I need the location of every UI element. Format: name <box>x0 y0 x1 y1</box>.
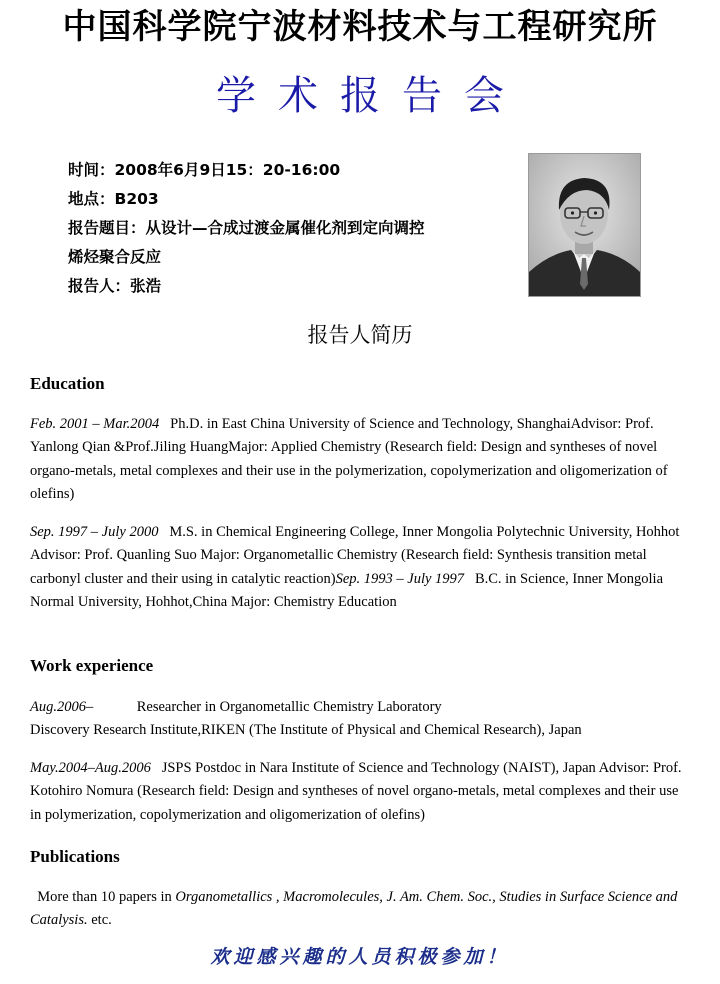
speaker-row <box>68 272 518 301</box>
speaker-value: 张浩 <box>130 277 162 295</box>
event-title: 学术报告会 <box>216 73 526 119</box>
work-entry-1-text: Researcher in Organometallic Chemistry Laboratory <box>136 699 442 715</box>
education-entry-1-text: Ph.D. in East China University of Science and Technology, ShanghaiAdvisor: Prof. Yanlong Qian &Prof.Jiling HuangMajor: Applied Chemistry (Research field: Design and syntheses of novel organo-metals, metal complexes and their use in the polymerization, copolymerization and oligomerization of olefins) <box>30 416 668 502</box>
education-entry-2 <box>30 521 692 614</box>
topic-row <box>68 214 518 243</box>
speaker-portrait-icon <box>528 153 641 297</box>
education-entry-2-date: Sep. 1997 – July 2000 <box>30 524 159 540</box>
topic-line2: 烯烃聚合反应 <box>68 248 162 266</box>
education-heading: Education <box>30 374 105 393</box>
topic-label: 报告题目： <box>68 219 146 237</box>
publications-text <box>30 886 692 933</box>
speaker-label: 报告人： <box>68 277 131 295</box>
publications-heading: Publications <box>30 847 120 866</box>
work-entry-1-date: Aug.2006– <box>30 699 94 715</box>
education-entry-1-date: Feb. 2001 – Mar.2004 <box>30 416 160 432</box>
place-row <box>68 185 518 214</box>
institute-name: 中国科学院宁波材料技术与工程研究所 <box>62 7 658 47</box>
time-label: 时间： <box>68 161 115 179</box>
publications-tail: etc. <box>91 912 112 929</box>
work-heading: Work experience <box>30 656 154 675</box>
work-entry-2-text: JSPS Postdoc in Nara Institute of Science and Technology (NAIST), Japan Advisor: Prof. Kotohiro Nomura (Research field: Design and syntheses of novel organo-metals, metal complexes and their use in polymerization, copolymerization and oligomerization of olefins) <box>30 760 682 823</box>
work-entry-1-line-2: Discovery Research Institute,RIKEN (The Institute of Physical and Chemical Research), Japan <box>30 722 582 739</box>
publications-journals: Organometallics , Macromolecules, J. Am. Chem. Soc., Studies in Surface Science and Catalysis. <box>30 889 678 929</box>
place-value: B203 <box>114 190 159 208</box>
topic-row-2 <box>68 243 518 272</box>
education-entry-1 <box>30 413 692 506</box>
time-value: 2008年6月9日15：20-16:00 <box>114 161 341 179</box>
event-info <box>68 156 518 301</box>
work-entry-2-date: May.2004–Aug.2006 <box>30 760 151 776</box>
footer-welcome: 欢迎感兴趣的人员积极参加！ <box>210 946 510 968</box>
publications-lead: More than 10 papers in <box>37 889 172 905</box>
place-label: 地点： <box>68 190 115 208</box>
education-entry-3-date: Sep. 1993 – July 1997 <box>335 570 465 587</box>
education-entry-2-text: M.S. in Chemical Engineering College, Inner Mongolia Polytechnic University, Hohhot Advisor: Prof. Quanling Suo Major: Organometallic Chemistry (Research field: Synthesis transition metal carbonyl cluster and their using in catalytic reaction) <box>30 524 680 587</box>
bio-title: 报告人简历 <box>307 323 413 347</box>
work-entry-1 <box>30 696 692 743</box>
education-entry-3-text: B.C. in Science, Inner Mongolia Normal University, Hohhot,China Major: Chemistry Education <box>30 570 663 610</box>
time-row <box>68 156 518 185</box>
work-entry-2 <box>30 757 692 827</box>
topic-line1: 从设计—合成过渡金属催化剂到定向调控 <box>145 219 425 237</box>
